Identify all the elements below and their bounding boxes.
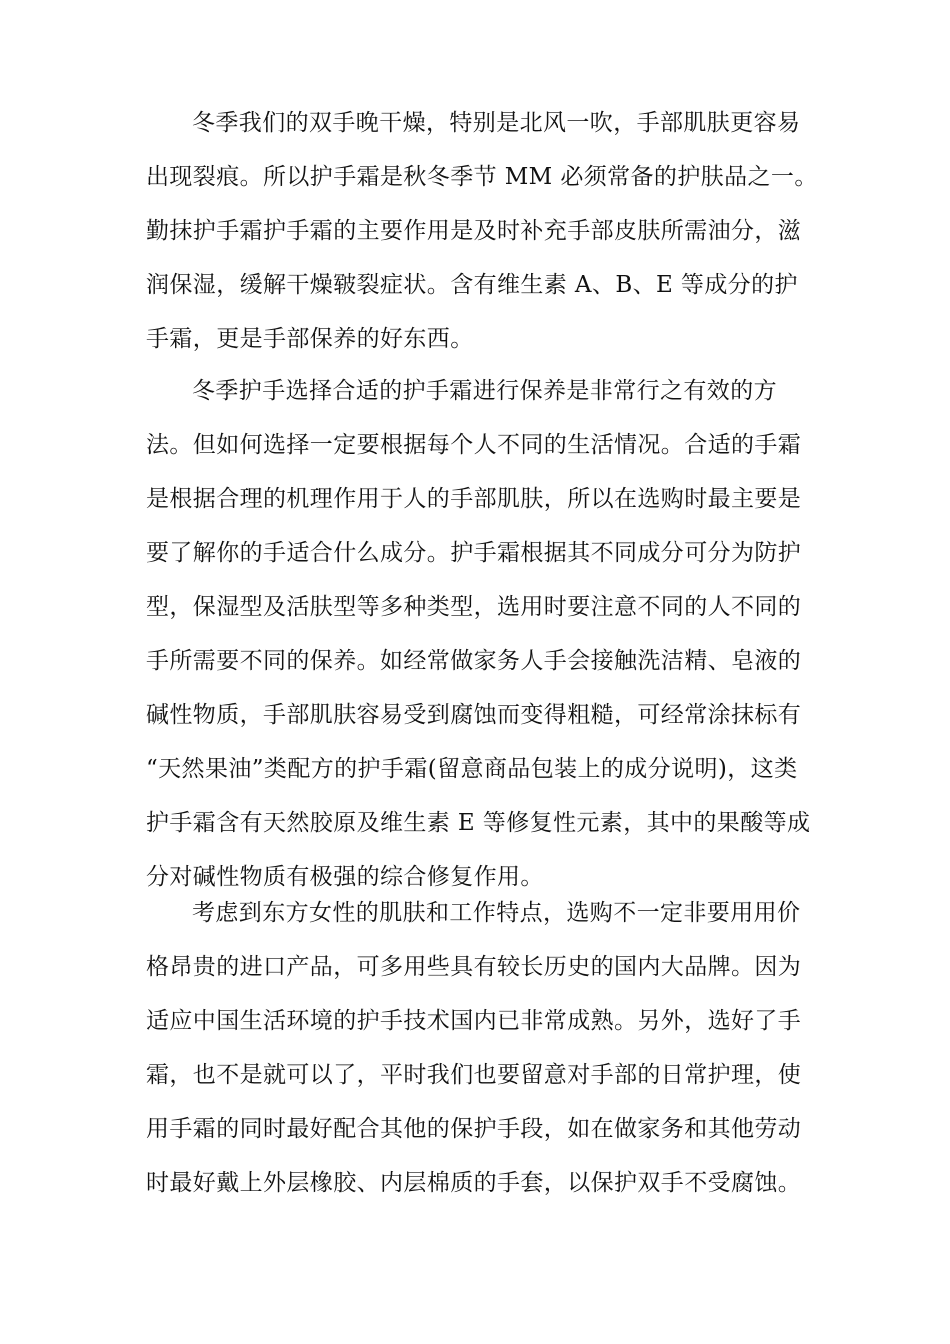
text-line: 冬季护手选择合适的护手霜进行保养是非常行之有效的方 bbox=[192, 378, 777, 404]
text-line: 时最好戴上外层橡胶、内层棉质的手套，以保护双手不受腐蚀。 bbox=[146, 1170, 802, 1196]
text-line: 分对碱性物质有极强的综合修复作用。 bbox=[146, 864, 544, 890]
text-line: 护手霜含有天然胶原及维生素 E 等修复性元素，其中的果酸等成 bbox=[146, 810, 811, 836]
text-line: 考虑到东方女性的肌肤和工作特点，选购不一定非要用用价 bbox=[192, 900, 801, 926]
paragraph-3 bbox=[146, 886, 826, 1210]
paragraph-1 bbox=[146, 96, 826, 366]
text-line: 碱性物质，手部肌肤容易受到腐蚀而变得粗糙，可经常涂抹标有 bbox=[146, 702, 802, 728]
text-line: 法。但如何选择一定要根据每个人不同的生活情况。合适的手霜 bbox=[146, 432, 802, 458]
text-line: “天然果油”类配方的护手霜(留意商品包装上的成分说明)，这类 bbox=[146, 756, 798, 782]
text-line: 手霜，更是手部保养的好东西。 bbox=[146, 326, 474, 352]
text-line: 是根据合理的机理作用于人的手部肌肤，所以在选购时最主要是 bbox=[146, 486, 802, 512]
text-line: 勤抹护手霜护手霜的主要作用是及时补充手部皮肤所需油分，滋 bbox=[146, 218, 802, 244]
text-line: 手所需要不同的保养。如经常做家务人手会接触洗洁精、皂液的 bbox=[146, 648, 802, 674]
paragraph-2 bbox=[146, 364, 826, 904]
text-line: 出现裂痕。所以护手霜是秋冬季节 MM 必须常备的护肤品之一。 bbox=[146, 164, 818, 190]
text-line: 要了解你的手适合什么成分。护手霜根据其不同成分可分为防护 bbox=[146, 540, 802, 566]
text-line: 润保湿，缓解干燥皲裂症状。含有维生素 A、B、E 等成分的护 bbox=[146, 272, 798, 298]
text-line: 霜，也不是就可以了，平时我们也要留意对手部的日常护理，使 bbox=[146, 1062, 802, 1088]
text-line: 型，保湿型及活肤型等多种类型，选用时要注意不同的人不同的 bbox=[146, 594, 802, 620]
text-line: 用手霜的同时最好配合其他的保护手段，如在做家务和其他劳动 bbox=[146, 1116, 802, 1142]
text-line: 格昂贵的进口产品，可多用些具有较长历史的国内大品牌。因为 bbox=[146, 954, 802, 980]
text-line: 适应中国生活环境的护手技术国内已非常成熟。另外，选好了手 bbox=[146, 1008, 802, 1034]
text-line: 冬季我们的双手晚干燥，特别是北风一吹，手部肌肤更容易 bbox=[192, 110, 801, 136]
